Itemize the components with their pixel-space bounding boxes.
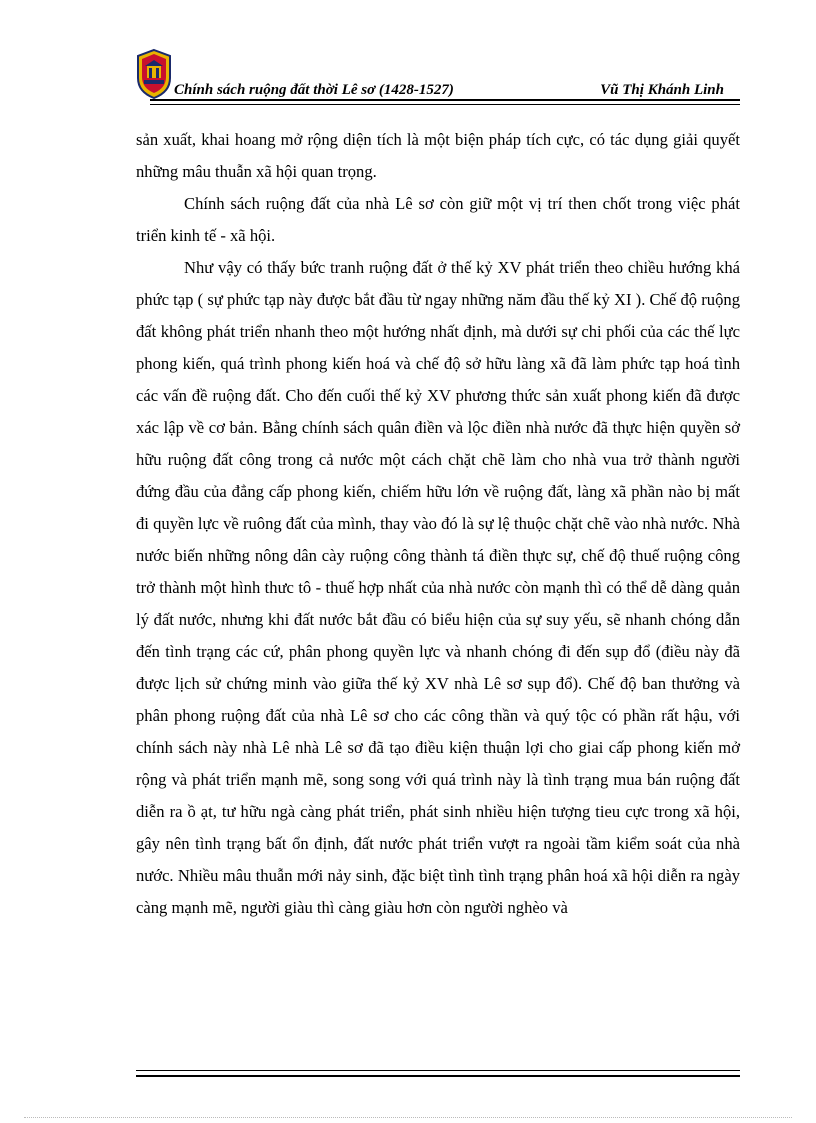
footer-rule xyxy=(136,1070,740,1077)
body-text xyxy=(136,124,740,924)
header-rule xyxy=(150,99,740,105)
paragraph: Như vậy có thấy bức tranh ruộng đất ở thế kỷ XV phát triển theo chiều hướng khá phức tạp ( sự phức tạp này được bắt đầu từ ngay những năm đầu thế kỷ XI ). Chế độ ruộng đất không phát triển nhanh theo một hướng nhất định, mà dưới sự chi phối của các thế lực phong kiến, quá trình phong kiến hoá và chế độ sở hữu làng xã đã làm phức tạp hoá tình các vấn đề ruộng đất. Cho đến cuối thế kỷ XV phương thức sản xuất phong kiến đã được xác lập về cơ bản. Bằng chính sách quân điền và lộc điền nhà nước đã thực hiện quyền sở hữu ruộng đất công trong cả nước một cách chặt chẽ làm cho nhà vua trở thành người đứng đầu của đẳng cấp phong kiến, chiếm hữu lớn về ruộng đất, làng xã phần nào bị mất đi quyền lực về ruông đất của mình, thay vào đó là sự lệ thuộc chặt chẽ vào nhà nước. Nhà nước biến những nông dân cày ruộng công thành tá điền thực sự, chế độ thuế ruộng công trở thành một hình thưc tô - thuế hợp nhất của nhà nước còn mạnh thì có thể dễ dàng quản lý đất nước, nhưng khi đất nước bắt đầu có biểu hiện của sự suy yếu, sẽ nhanh chóng dẫn đến tình trạng các cứ, phân phong quyền lực và nhanh chóng đi đến sụp đổ (điều này đã được lịch sử chứng minh vào giữa thế kỷ XV nhà Lê sơ sụp đổ). Chế độ ban thưởng và phân phong ruộng đất của nhà Lê sơ cho các công thần và quý tộc có phần rất hậu, với chính sách này nhà Lê nhà Lê sơ đã tạo điều kiện thuận lợi cho giai cấp phong kiến mở rộng và phát triển mạnh mẽ, song song với quá trình này là tình trạng mua bán ruộng đất diễn ra ồ ạt, tư hữu ngà càng phát triển, phát sinh nhiều hiện tượng tieu cực trong xã hội, gây nên tình trạng bất ổn định, đất nước phát triển vượt ra ngoài tầm kiểm soát của nhà nước. Nhiều mâu thuẫn mới nảy sinh, đặc biệt tình tình trạng phân hoá xã hội diễn ra ngày càng mạnh mẽ, người giàu thì càng giàu hơn còn người nghèo và xyxy=(136,258,740,917)
header-title: Chính sách ruộng đất thời Lê sơ (1428-1527) xyxy=(174,82,454,98)
header-author: Vũ Thị Khánh Linh xyxy=(600,82,724,98)
paragraph: Chính sách ruộng đất của nhà Lê sơ còn giữ một vị trí then chốt trong việc phát triển kinh tế - xã hội. xyxy=(136,194,740,245)
page-boundary xyxy=(24,1117,792,1118)
paragraph-continuation: sản xuất, khai hoang mở rộng diện tích là một biện pháp tích cực, có tác dụng giải quyết những mâu thuẫn xã hội quan trọng. xyxy=(136,130,740,181)
